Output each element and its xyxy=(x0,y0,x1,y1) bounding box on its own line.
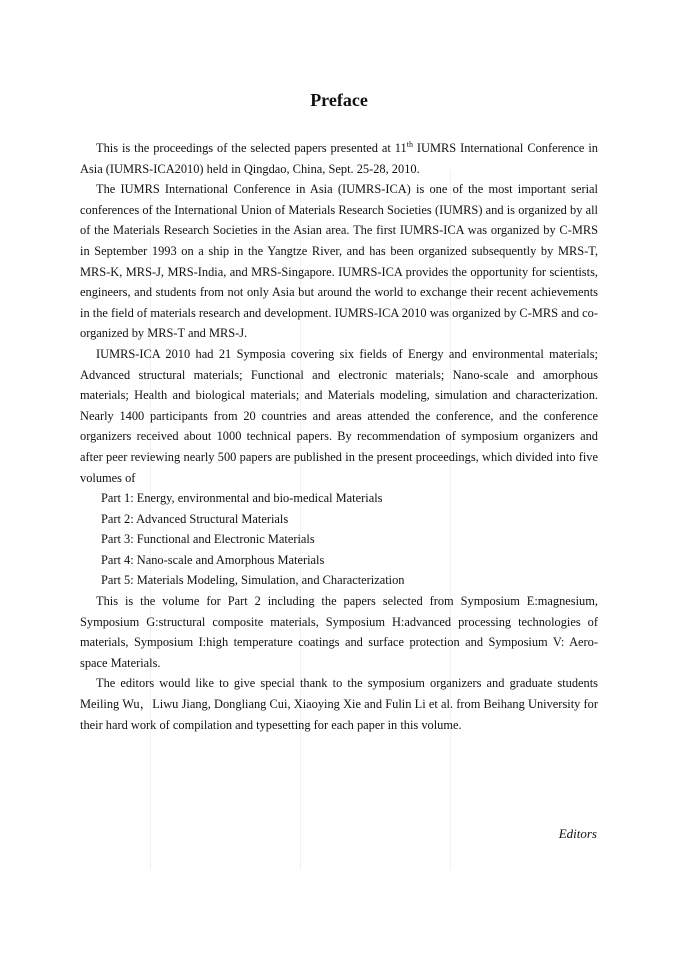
preface-body xyxy=(80,138,598,735)
intro-text-end: IUMRS International Conference in Asia (IUMRS-ICA2010) held in Qingdao, China, Sept. 25-28, 2010. xyxy=(80,141,598,176)
list-item: Part 3: Functional and Electronic Materials xyxy=(101,532,315,547)
list-item: Part 5: Materials Modeling, Simulation, and Characterization xyxy=(101,573,405,588)
signature: Editors xyxy=(558,826,597,841)
intro-text-start: This is the proceedings of the selected papers presented at 11 xyxy=(96,141,407,155)
ordinal-suffix: th xyxy=(406,139,413,149)
paragraph-thanks: The editors would like to give special thank to the symposium organizers and graduate students Meiling Wu，Liwu Jiang, Dongliang Cui, Xiaoying Xie and Fulin Li et al. from Beihang University for their hard work of compilation and typesetting for each paper in this volume. xyxy=(80,676,598,732)
list-item: Part 1: Energy, environmental and bio-medical Materials xyxy=(101,491,383,506)
paragraph-conference: The IUMRS International Conference in Asia (IUMRS-ICA) is one of the most important serial conferences of the International Union of Materials Research Societies (IUMRS) and is organized by all of the Materials Research Societies in the Asian area. The first IUMRS-ICA was organized by C-MRS in September 1993 on a ship in the Yangtze River, and has been organized subsequently by MRS-T, MRS-K, MRS-J, MRS-India, and MRS-Singapore. IUMRS-ICA provides the opportunity for scientists, engineers, and students from not only Asia but around the world to exchange their recent achievements in the field of materials research and development. IUMRS-ICA 2010 was organized by C-MRS and co-organized by MRS-T and MRS-J. xyxy=(80,182,598,341)
volume-parts-list xyxy=(80,488,598,591)
list-item: Part 4: Nano-scale and Amorphous Materials xyxy=(101,552,325,567)
page-title: Preface xyxy=(310,90,368,110)
list-item: Part 2: Advanced Structural Materials xyxy=(101,511,289,526)
paragraph-symposia: IUMRS-ICA 2010 had 21 Symposia covering six fields of Energy and environmental materials; Advanced structural materials; Functional and electronic materials; Nano-scale and amorphous materials; Health and biological materials; and Materials modeling, simulation and characterization. Nearly 1400 participants from 20 countries and areas attended the conference, and the conference organizers received about 1000 technical papers. By recommendation of symposium organizers and after peer reviewing nearly 500 papers are published in the present proceedings, which divided into five volumes of xyxy=(80,346,598,485)
paragraph-intro xyxy=(80,138,598,179)
paragraph-volume: This is the volume for Part 2 including the papers selected from Symposium E:magnesium, Symposium G:structural composite materials, Symposium H:advanced processing technologies of materials, Symposium I:high temperature coatings and surface protection and Symposium V: Aero-space Materials. xyxy=(80,594,598,670)
